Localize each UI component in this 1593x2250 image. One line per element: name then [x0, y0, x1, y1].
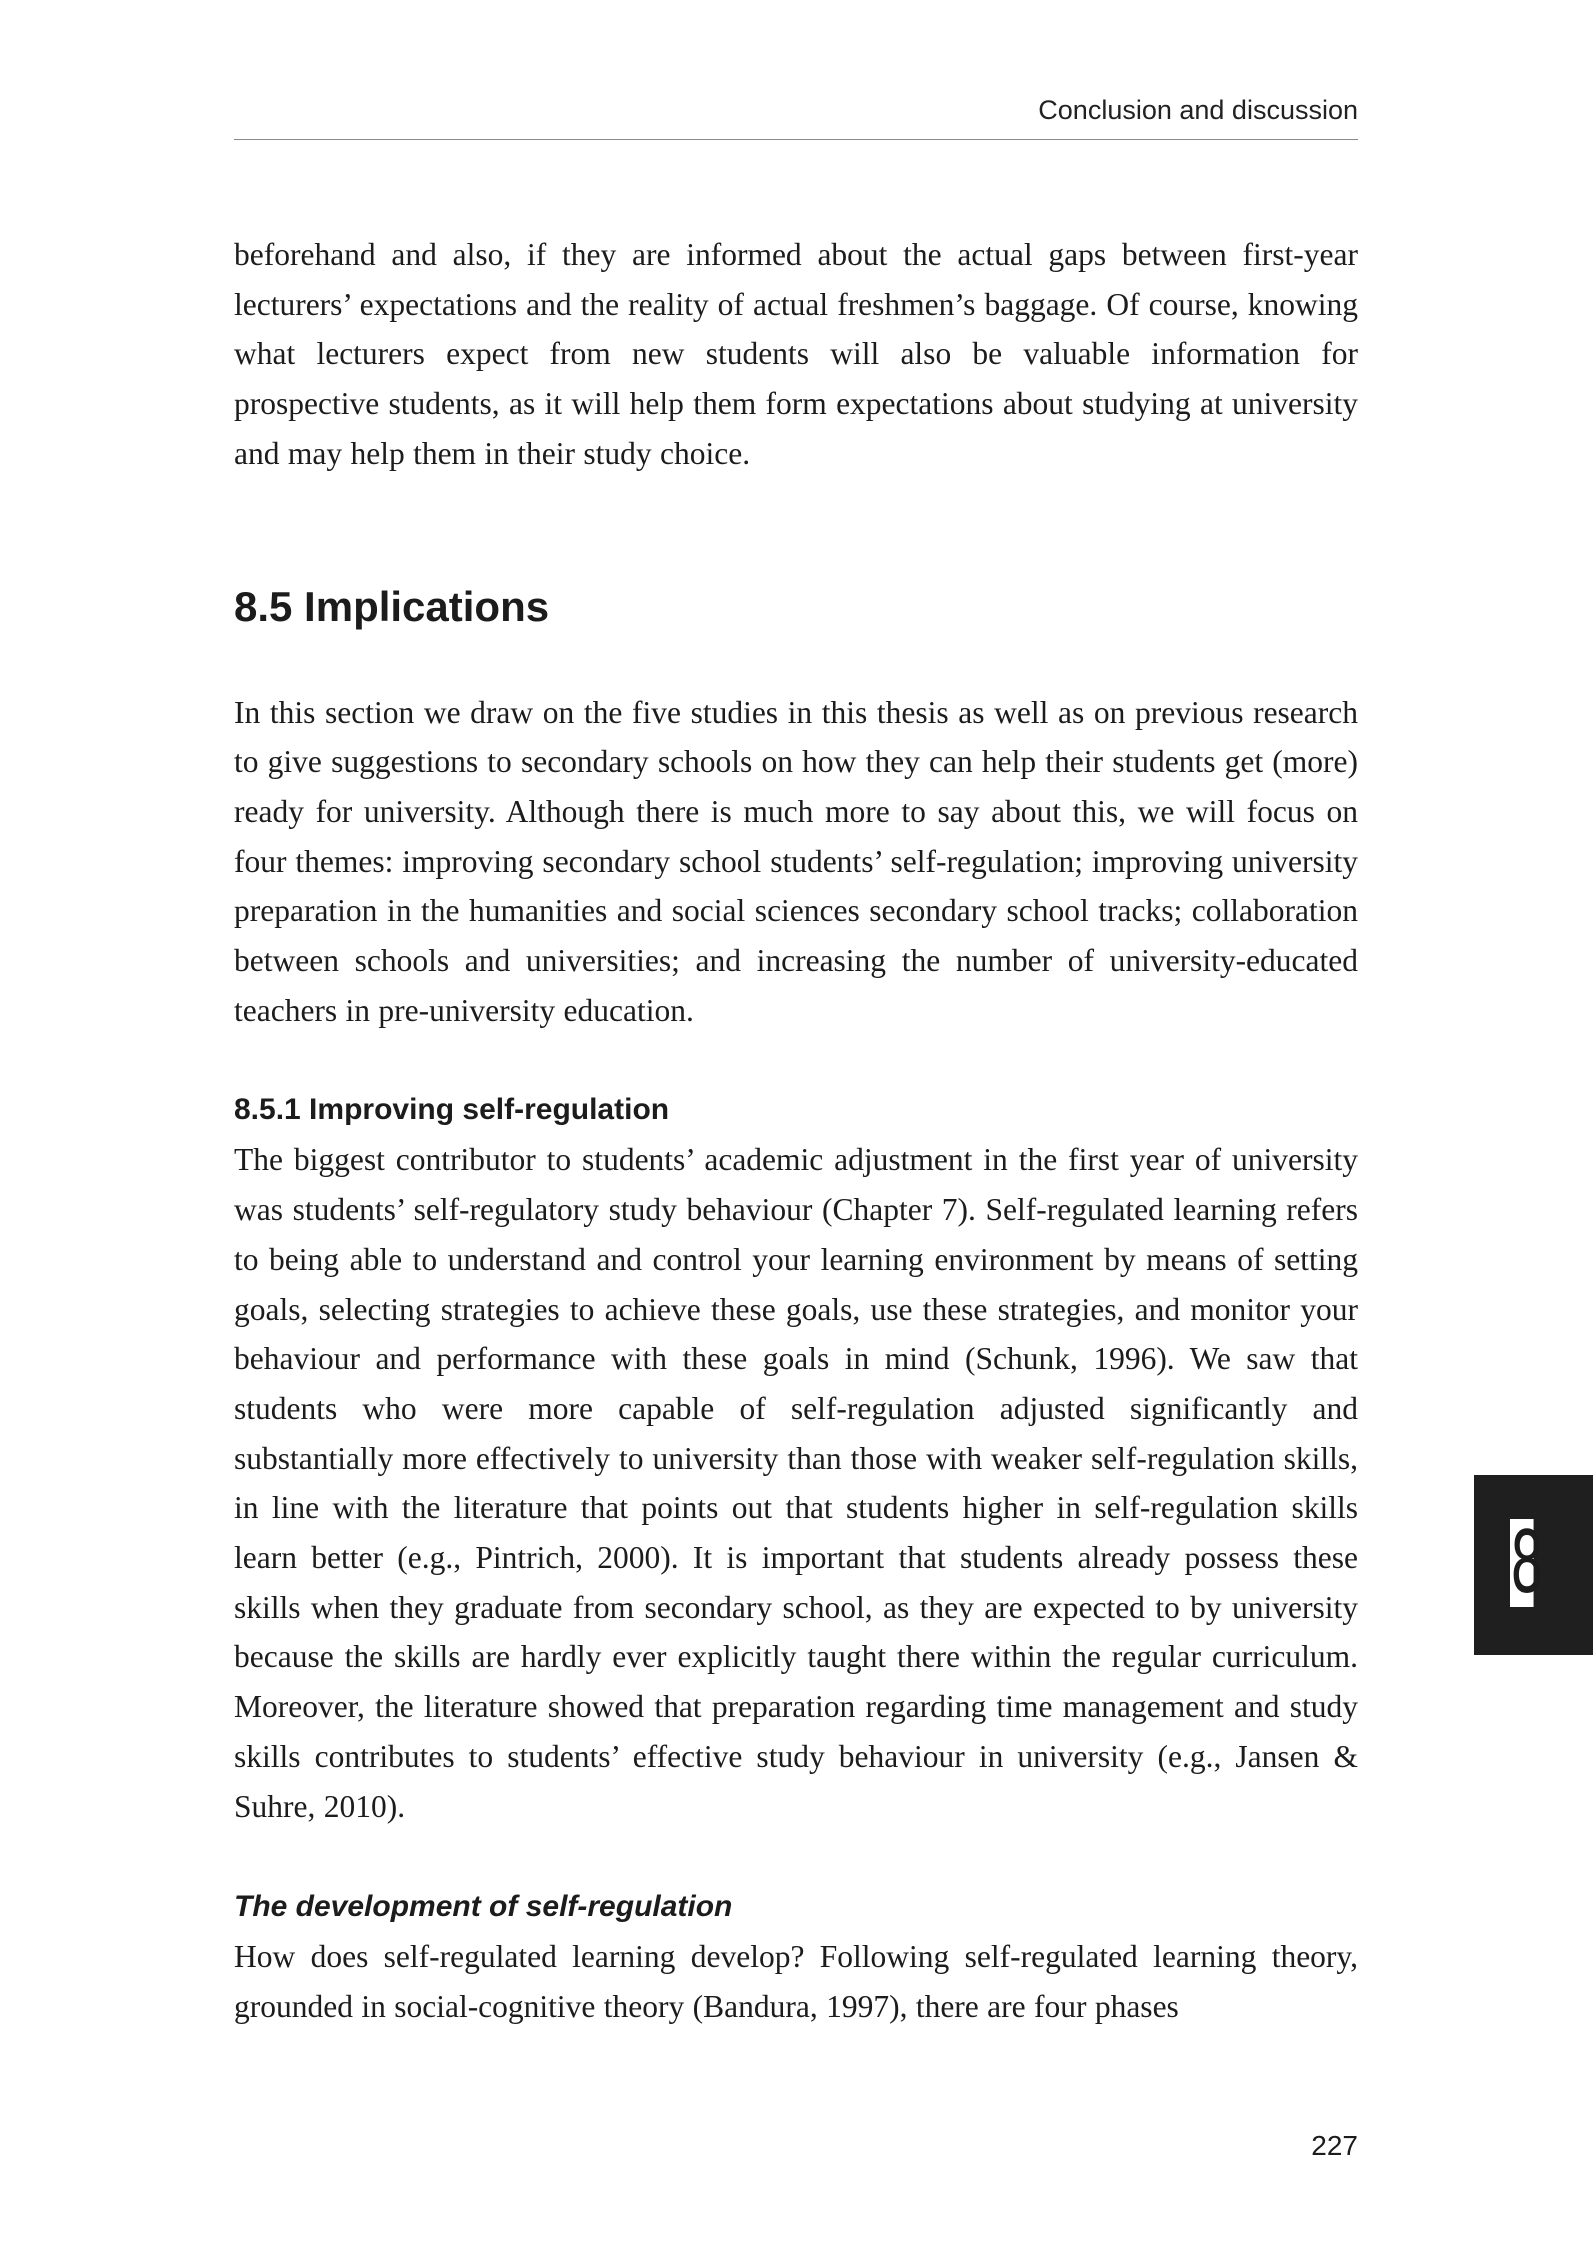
opening-paragraph: beforehand and also, if they are informed about the actual gaps between first-year lecturers’ expectations and the reality of actual freshmen’s baggage. Of course, knowing what lecturers expect from new students will also be valuable information for prospective students, as it will help them form expectations about studying at university and may help them in their study choice.	[234, 237, 1358, 471]
chapter-number: 8	[1510, 1513, 1544, 1613]
running-header	[234, 88, 1358, 140]
subsection-heading: 8.5.1 Improving self-regulation	[234, 1093, 670, 1127]
subsection-paragraph: The biggest contributor to students’ academic adjustment in the first year of university was students’ self-regulatory study behaviour (Chapter 7). Self-regulated learning refers to being able to understand and control your learning environment by means of setting goals, selecting strategies to achieve these goals, use these strategies, and monitor your behaviour and performance with these goals in mind (Schunk, 1996). We saw that students who were more capable of self-regulation adjusted significantly and substantially more effectively to university than those with weaker self-regulation skills, in line with the literature that points out that students higher in self-regulation skills learn better (e.g., Pintrich, 2000). It is important that students already possess these skills when they graduate from secondary school, as they are expected to by university because the skills are hardly ever explicitly taught there within the regular curriculum. Moreover, the literature showed that preparation regarding time management and study skills contributes to students’ effective study behaviour in university (e.g., Jansen & Suhre, 2010).	[234, 1142, 1358, 1824]
subsubsection-paragraph: How does self-regulated learning develop? Following self-regulated learning theory, grounded in social-cognitive theory (Bandura, 1997), there are four phases	[234, 1939, 1358, 2024]
page-number: 227	[1311, 2130, 1358, 2161]
running-header-title: Conclusion and discussion	[1038, 95, 1358, 125]
chapter-thumb-tab	[1474, 1475, 1593, 1655]
subsubsection-heading: The development of self-regulation	[234, 1890, 733, 1924]
page-body	[234, 230, 1358, 2032]
section-intro-paragraph: In this section we draw on the five studies in this thesis as well as on previous research to give suggestions to secondary schools on how they can help their students get (more) ready for university. Although there is much more to say about this, we will focus on four themes: improving secondary school students’ self-regulation; improving university preparation in the humanities and social sciences secondary school tracks; collaboration between schools and universities; and increasing the number of university-educated teachers in pre-university education.	[234, 694, 1358, 1028]
section-heading: 8.5 Implications	[234, 582, 550, 630]
